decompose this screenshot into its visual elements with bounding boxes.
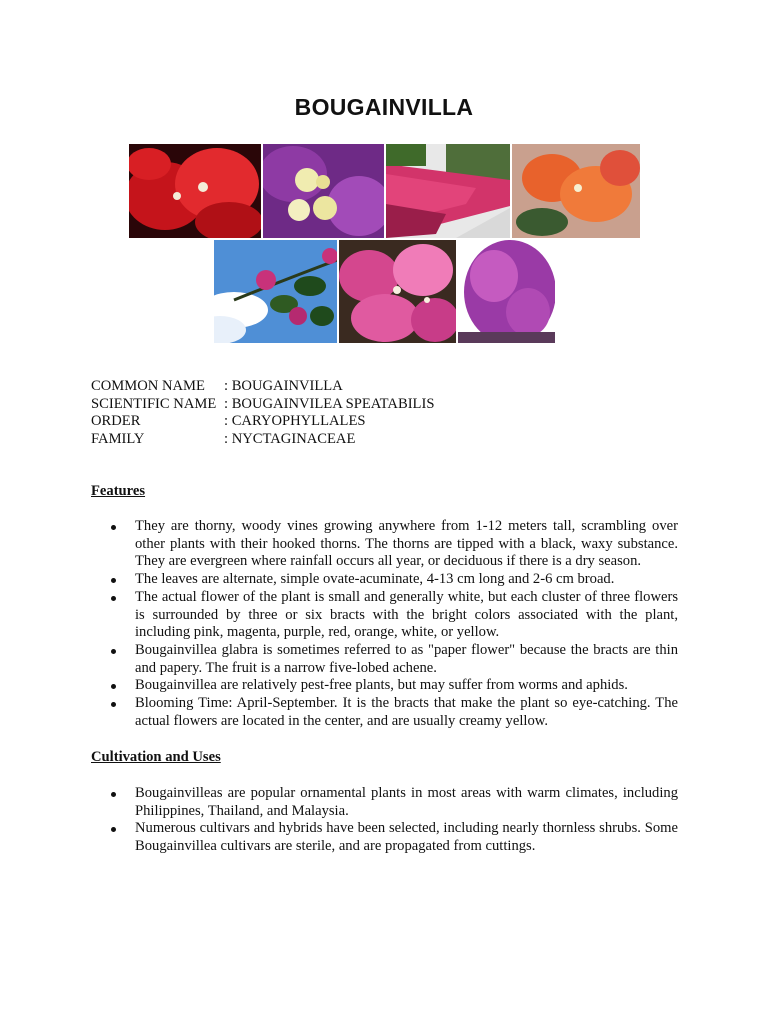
info-label: FAMILY (91, 430, 145, 447)
list-item: Bougainvilleas are popular ornamental plants in most areas with warm climates, including Philippines, Thailand, and Malaysia. (91, 785, 678, 820)
bullet-icon (111, 684, 116, 689)
bullet-icon (111, 649, 116, 654)
hedge-photo (386, 144, 510, 238)
bullet-icon (111, 596, 116, 601)
info-value: : BOUGAINVILEA SPEATABILIS (224, 395, 435, 412)
info-label: COMMON NAME (91, 378, 205, 394)
page-title: BOUGAINVILLA (294, 94, 474, 120)
tree-photo (458, 240, 555, 343)
info-value: : NYCTAGINACEAE (224, 430, 356, 447)
bullet-icon (111, 525, 116, 530)
list-item: The actual flower of the plant is small and generally white, but each cluster of three flowers is surrounded by three or six bracts with the bright colors associated with the plant, including pink, magenta, purple, red, orange, white, or yellow. (91, 589, 678, 642)
bullet-icon (111, 827, 116, 832)
pink-flower-photo (339, 240, 456, 343)
bullet-icon (111, 578, 116, 583)
info-label: ORDER (91, 413, 141, 430)
cultivation-list (91, 785, 678, 856)
purple-flower-photo (263, 144, 384, 238)
bullet-icon (111, 792, 116, 797)
features-heading: Features (91, 483, 146, 499)
cultivation-heading: Cultivation and Uses (91, 749, 221, 765)
red-flower-photo (129, 144, 261, 238)
list-item: The leaves are alternate, simple ovate-acuminate, 4-13 cm long and 2-6 cm broad. (91, 571, 678, 589)
info-label: SCIENTIFIC NAME (91, 395, 217, 412)
info-value: : CARYOPHYLLALES (224, 413, 366, 430)
list-item: Bougainvillea glabra is sometimes referred to as "paper flower" because the bracts are thin and papery. The fruit is a narrow five-lobed achene. (91, 642, 678, 677)
orange-flower-photo (512, 144, 640, 238)
info-value: : BOUGAINVILLA (224, 378, 343, 394)
list-item: Bougainvillea are relatively pest-free plants, but may suffer from worms and aphids. (91, 677, 678, 695)
list-item: They are thorny, woody vines growing anywhere from 1-12 meters tall, scrambling over other plants with their hooked thorns. The thorns are tipped with a black, waxy substance. They are evergreen where rainfall occurs all year, or deciduous if there is a dry season. (91, 518, 678, 571)
bullet-icon (111, 702, 116, 707)
list-item: Blooming Time: April-September. It is the bracts that make the plant so eye-catching. The actual flowers are located in the center, and are usually creamy yellow. (91, 695, 678, 730)
list-item: Numerous cultivars and hybrids have been selected, including nearly thornless shrubs. Some Bougainvillea cultivars are sterile, and are propagated from cuttings. (91, 820, 678, 855)
features-list (91, 518, 678, 730)
sky-branch-photo (214, 240, 337, 343)
